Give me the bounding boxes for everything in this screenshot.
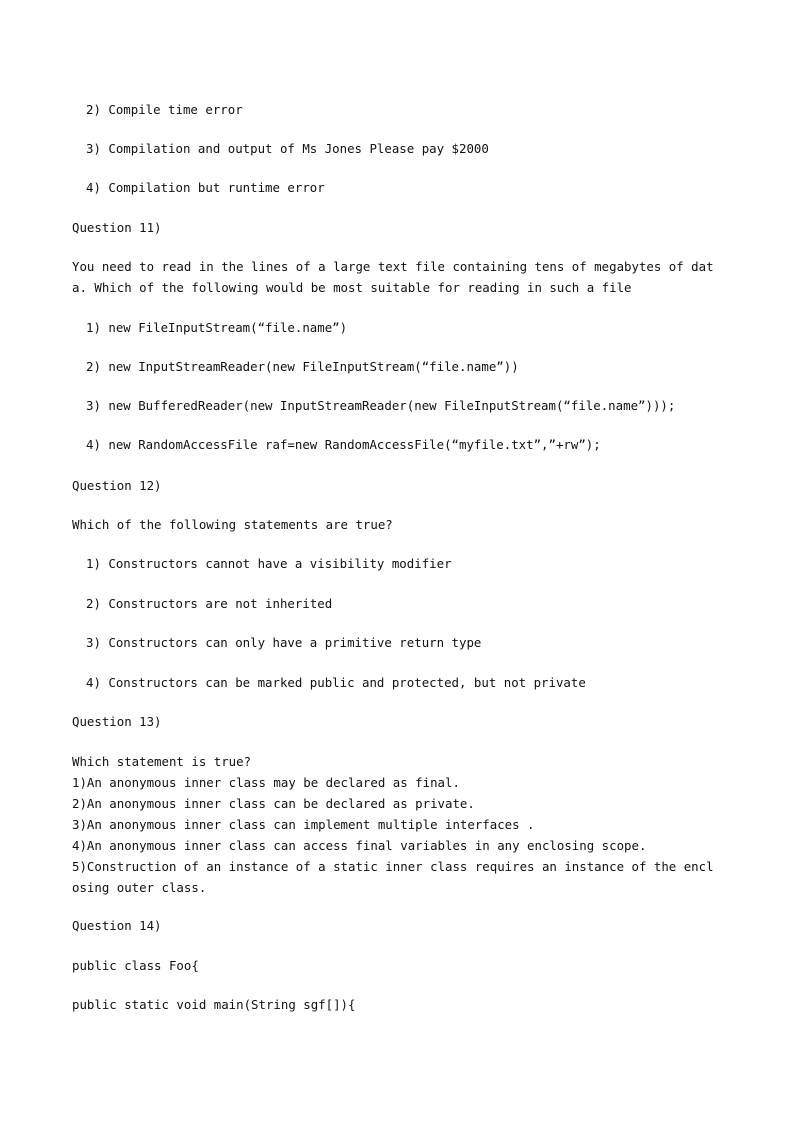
q11-text: You need to read in the lines of a large text file containing tens of megabytes of data. Which of the following would be most suitable for reading in such a file (72, 259, 714, 295)
q11-option-3: 3) new BufferedReader(new InputStreamReader(new FileInputStream(“file.name”))); (86, 398, 676, 413)
q11-option-4: 4) new RandomAccessFile raf=new RandomAccessFile(“myfile.txt”,”+rw”); (86, 437, 601, 452)
q14-code-line-1: public class Foo{ (72, 958, 199, 973)
q12-heading: Question 12) (72, 478, 162, 493)
q12-option-3: 3) Constructors can only have a primitive return type (86, 635, 482, 650)
q13-text: Which statement is true? (72, 754, 252, 769)
q13-heading: Question 13) (72, 714, 162, 729)
q10-option-4: 4) Compilation but runtime error (86, 180, 325, 195)
q13-choice-4: 4)An anonymous inner class can access final variables in any enclosing scope. (72, 838, 647, 853)
q13-choice-3: 3)An anonymous inner class can implement multiple interfaces . (72, 817, 535, 832)
q12-option-2: 2) Constructors are not inherited (86, 596, 333, 611)
q12-option-1: 1) Constructors cannot have a visibility modifier (86, 556, 452, 571)
q13-choice-5: 5)Construction of an instance of a static inner class requires an instance of the enclosing outer class. (72, 859, 714, 895)
q11-option-1: 1) new FileInputStream(“file.name”) (86, 320, 348, 335)
q14-heading: Question 14) (72, 918, 162, 933)
q13-choice-2: 2)An anonymous inner class can be declared as private. (72, 796, 475, 811)
q12-text: Which of the following statements are true? (72, 517, 393, 532)
q10-option-2: 2) Compile time error (86, 102, 243, 117)
q13-body (72, 751, 718, 898)
q10-option-3: 3) Compilation and output of Ms Jones Please pay $2000 (86, 141, 489, 156)
q12-option-4: 4) Constructors can be marked public and protected, but not private (86, 675, 586, 690)
q11-heading: Question 11) (72, 220, 162, 235)
q13-choice-1: 1)An anonymous inner class may be declared as final. (72, 775, 460, 790)
q11-option-2: 2) new InputStreamReader(new FileInputStream(“file.name”)) (86, 359, 519, 374)
q14-code-line-2: public static void main(String sgf[]){ (72, 997, 356, 1012)
